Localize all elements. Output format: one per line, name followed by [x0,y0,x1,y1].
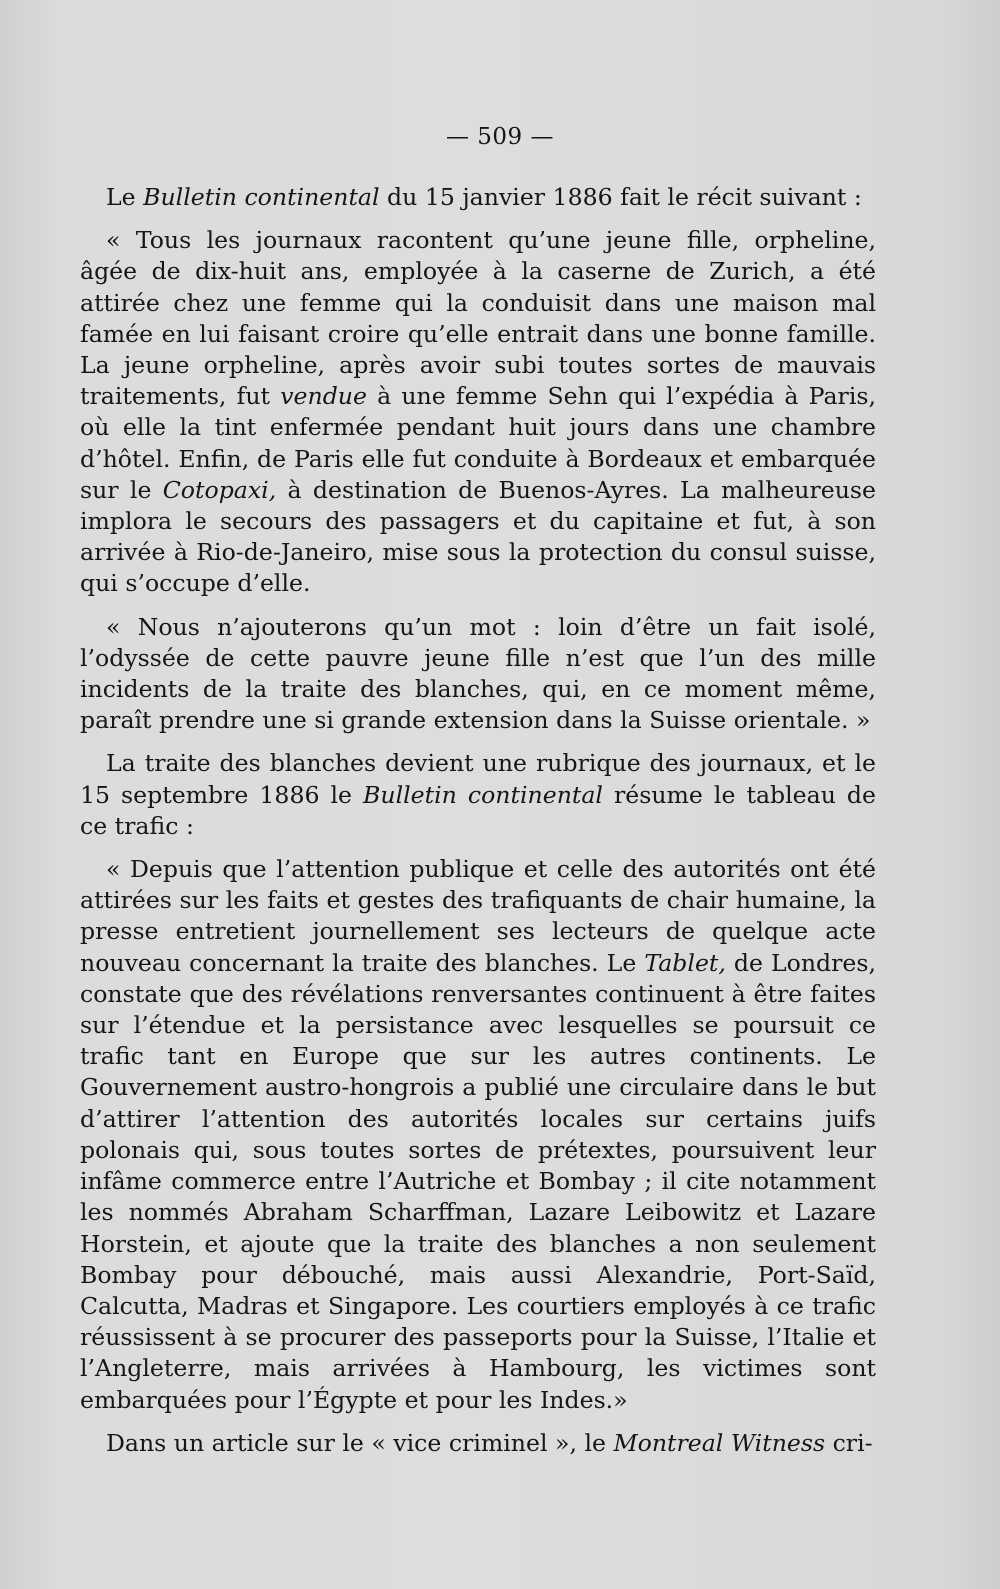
text-run: à une femme Sehn qui l’expédia à Paris, où elle la tint enfermée pendant huit jours dans une chambre d’hôtel. Enfin, de Paris elle fut conduite à Bordeaux et embarquée sur le [80,382,876,504]
italic-text-run: Cotopaxi, [162,475,277,504]
text-run: cri- [825,1428,873,1457]
text-run: La traite des blanches devient une rubrique des journaux, et le 15 septembre 1886 le [80,749,876,809]
body-text [80,182,876,1459]
paragraph-intro [80,182,876,213]
paragraph-quote-odyssey [80,612,876,737]
text-run: Le [106,183,144,211]
text-run: « Depuis que l’attention publique et celle des autorités ont été attirées sur les faits et gestes des trafiquants de chair humaine, la presse entretient journellement ses lecteurs de quelque acte nouveau concernant la traite des blanches. Le [80,855,876,977]
paragraph-montreal-witness [80,1428,876,1459]
text-run: du 15 janvier 1886 fait le récit suivant : [379,183,862,211]
paragraph-quote-tablet [80,854,876,1416]
text-run: Dans un article sur le « vice criminel », le [106,1428,614,1457]
italic-text-run: Bulletin continental [143,183,380,211]
paragraph-quote-zurich [80,225,876,599]
text-run: à destination de Buenos-Ayres. La malheureuse implora le secours des passagers et du capitaine et fut, à son arrivée à Rio-de-Janeiro, mise sous la protection du consul suisse, qui s’occupe d’elle. [80,475,877,598]
italic-text-run: Tablet, [644,948,726,977]
paragraph-traite-rubrique [80,748,876,842]
italic-text-run: Bulletin continental [363,780,603,809]
text-run: « Tous les journaux racontent qu’une jeune fille, orpheline, âgée de dix-huit ans, employée à la caserne de Zurich, a été attirée chez une femme qui la conduisit dans une maison mal famée en lui faisant croire qu’elle entrait dans une bonne famille. La jeune orpheline, après avoir subi toutes sortes de mauvais traitements, fut [80,226,876,411]
text-run: résume le tableau de ce trafic : [80,780,876,840]
text-run: « Nous n’ajouterons qu’un mot : loin d’être un fait isolé, l’odyssée de cette pauvre jeune fille n’est que l’un des mille incidents de la traite des blanches, qui, en ce moment même, paraît prendre une si grande extension dans la Suisse orientale. » [80,612,876,735]
page-number: — 509 — [445,124,555,150]
text-run: de Londres, constate que des révélations renversantes continuent à être faites sur l’étendue et la persistance avec lesquelles se poursuit ce trafic tant en Europe que sur les autres continents. Le Gouvernement austro-hongrois a publié une circulaire dans le but d’attirer l’attention des autorités locales sur certains juifs polonais qui, sous toutes sortes de prétextes, poursuivent leur infâme commerce entre l’Autriche et Bombay ; il cite notamment les nommés Abraham Scharffman, Lazare Leibowitz et Lazare Horstein, et ajoute que la traite des blanches a non seulement Bombay pour débouché, mais aussi Alexandrie, Port-Saïd, Calcutta, Madras et Singapore. Les courtiers employés à ce trafic réussissent à se procurer des passeports pour la Suisse, l’Italie et l’Angleterre, mais arrivées à Hambourg, les victimes sont embarquées pour l’Égypte et pour les Indes.» [80,948,877,1414]
italic-text-run: Montreal Witness [613,1428,826,1457]
italic-text-run: vendue [280,382,367,411]
